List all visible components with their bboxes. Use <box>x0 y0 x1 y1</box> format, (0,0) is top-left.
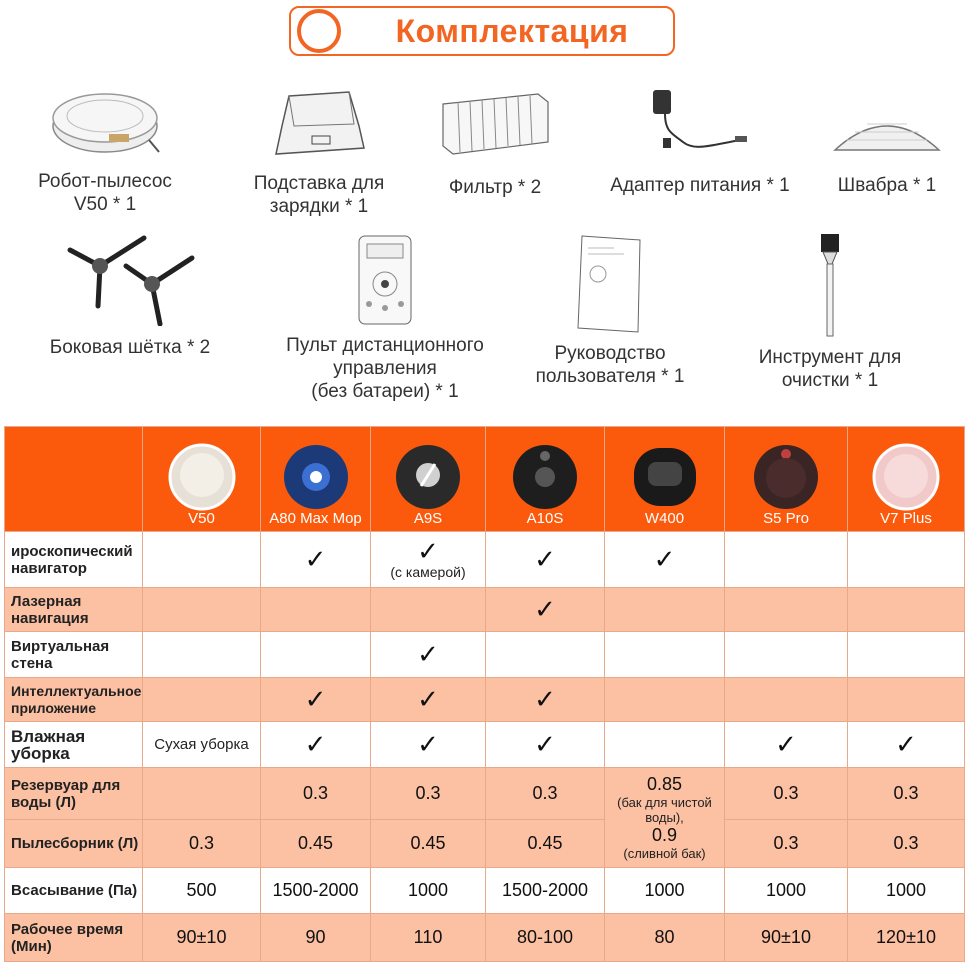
cell: 0.3 <box>848 768 965 820</box>
robot-a9s-icon <box>393 442 463 512</box>
cell: 0.45 <box>261 820 371 868</box>
kit-item-filter <box>420 90 570 199</box>
table-row <box>5 588 965 632</box>
kit-item-adapter <box>590 84 810 197</box>
kit-item-robot <box>20 82 190 216</box>
kit-label: Боковая шётка * 2 <box>49 337 211 358</box>
cell: 1000 <box>848 868 965 914</box>
cell: 0.45 <box>486 820 605 868</box>
cell: 1000 <box>605 868 725 914</box>
robot-v7plus-icon <box>871 442 941 512</box>
model-name: V50 <box>188 510 215 527</box>
kit-label: Фильтр * 2 <box>448 177 542 198</box>
kit-item-mop <box>812 110 962 197</box>
charging-dock-icon <box>264 86 374 158</box>
table-row <box>5 768 965 820</box>
kit-item-side-brush <box>30 226 230 359</box>
kit-item-tool <box>740 232 920 392</box>
kit-label: Швабра * 1 <box>837 175 937 196</box>
row-label: Влажная уборка <box>5 722 143 768</box>
comparison-table <box>4 426 965 962</box>
cell: 80 <box>605 914 725 962</box>
robot-s5pro-icon <box>751 442 821 512</box>
cell: 1000 <box>725 868 848 914</box>
kit-label: Адаптер питания * 1 <box>610 175 790 196</box>
cell: ✓ (с камерой) <box>371 532 486 588</box>
row-label: Виртуальная стена <box>5 632 143 678</box>
cell: ✓ <box>261 722 371 768</box>
model-s5pro <box>725 427 848 532</box>
cell: 80-100 <box>486 914 605 962</box>
cell: 0.3 <box>725 820 848 868</box>
robot-a80-icon <box>281 442 351 512</box>
cell: ✓ <box>261 678 371 722</box>
cell: ✓ <box>371 678 486 722</box>
remote-control-icon <box>355 234 415 326</box>
table-row <box>5 722 965 768</box>
robot-v50-icon <box>167 442 237 512</box>
cell: ✓ <box>725 722 848 768</box>
row-label: Лазерная навигация <box>5 588 143 632</box>
table-row <box>5 532 965 588</box>
cell: ✓ <box>371 722 486 768</box>
cell: 0.3 <box>486 768 605 820</box>
cell <box>725 532 848 588</box>
row-label: Всасывание (Па) <box>5 868 143 914</box>
kit-item-dock <box>234 86 404 218</box>
row-label: Пылесборник (Л) <box>5 820 143 868</box>
cell: ✓ <box>486 678 605 722</box>
mop-icon <box>827 110 947 156</box>
kit-label: Подставка для зарядки * 1 <box>253 173 385 217</box>
table-row <box>5 868 965 914</box>
robot-w400-icon <box>630 442 700 512</box>
model-v50 <box>143 427 261 532</box>
cleaning-tool-icon <box>815 232 845 338</box>
model-a10s <box>486 427 605 532</box>
cell: 0.3 <box>725 768 848 820</box>
cell: 0.3 <box>261 768 371 820</box>
table-header-row <box>5 427 965 532</box>
model-a80 <box>261 427 371 532</box>
row-label: Интеллектуальное приложение <box>5 678 143 722</box>
kit-label: Руководство пользователя * 1 <box>535 343 685 387</box>
filter-icon <box>438 90 553 156</box>
robot-vacuum-icon <box>45 82 165 162</box>
page-title: Комплектация <box>395 13 629 49</box>
model-name: A10S <box>526 510 564 527</box>
table-row <box>5 914 965 962</box>
row-label: ироскопический навигатор <box>5 532 143 588</box>
cell: 90±10 <box>143 914 261 962</box>
cell: 0.3 <box>371 768 486 820</box>
cell: 0.3 <box>848 820 965 868</box>
cell <box>143 532 261 588</box>
model-name: A80 Max Mop <box>269 510 362 527</box>
table-row <box>5 678 965 722</box>
kit-item-manual <box>510 234 710 388</box>
title-box <box>289 6 675 56</box>
kit-label: Пульт дистанционного управления (без батареи) * 1 <box>286 335 484 402</box>
cell: 0.45 <box>371 820 486 868</box>
model-v7plus <box>848 427 965 532</box>
cell: 120±10 <box>848 914 965 962</box>
table-row <box>5 632 965 678</box>
model-a9s <box>371 427 486 532</box>
cell: ✓ <box>605 532 725 588</box>
kit-label: Робот-пылесос V50 * 1 <box>38 171 172 215</box>
kit-item-remote <box>270 234 500 403</box>
cell <box>848 532 965 588</box>
kit-label: Инструмент для очистки * 1 <box>758 347 902 391</box>
header-empty <box>5 427 143 532</box>
model-w400 <box>605 427 725 532</box>
cell: ✓ <box>486 588 605 632</box>
row-label: Резервуар для воды (Л) <box>5 768 143 820</box>
title-ring-icon <box>297 9 341 53</box>
model-name: V7 Plus <box>880 510 932 527</box>
model-name: W400 <box>644 510 685 527</box>
row-label: Рабочее время (Мин) <box>5 914 143 962</box>
manual-icon <box>574 234 646 334</box>
table-row <box>5 820 965 868</box>
cell: ✓ <box>261 532 371 588</box>
cell: ✓ <box>371 632 486 678</box>
cell: ✓ <box>848 722 965 768</box>
cell: 500 <box>143 868 261 914</box>
model-name: S5 Pro <box>763 510 809 527</box>
model-name: A9S <box>413 510 443 527</box>
cell: 1500-2000 <box>486 868 605 914</box>
cell: 1500-2000 <box>261 868 371 914</box>
cell: 110 <box>371 914 486 962</box>
cell: Сухая уборка <box>143 722 261 768</box>
robot-a10s-icon <box>510 442 580 512</box>
cell-w400-tank: 0.85 (бак для чистой воды), 0.9 (сливной бак) <box>605 768 725 868</box>
cell: 90 <box>261 914 371 962</box>
cell: 0.3 <box>143 820 261 868</box>
cell: ✓ <box>486 532 605 588</box>
cell: ✓ <box>486 722 605 768</box>
power-adapter-icon <box>645 84 755 164</box>
cell: 1000 <box>371 868 486 914</box>
cell: 90±10 <box>725 914 848 962</box>
side-brush-icon <box>50 226 210 326</box>
